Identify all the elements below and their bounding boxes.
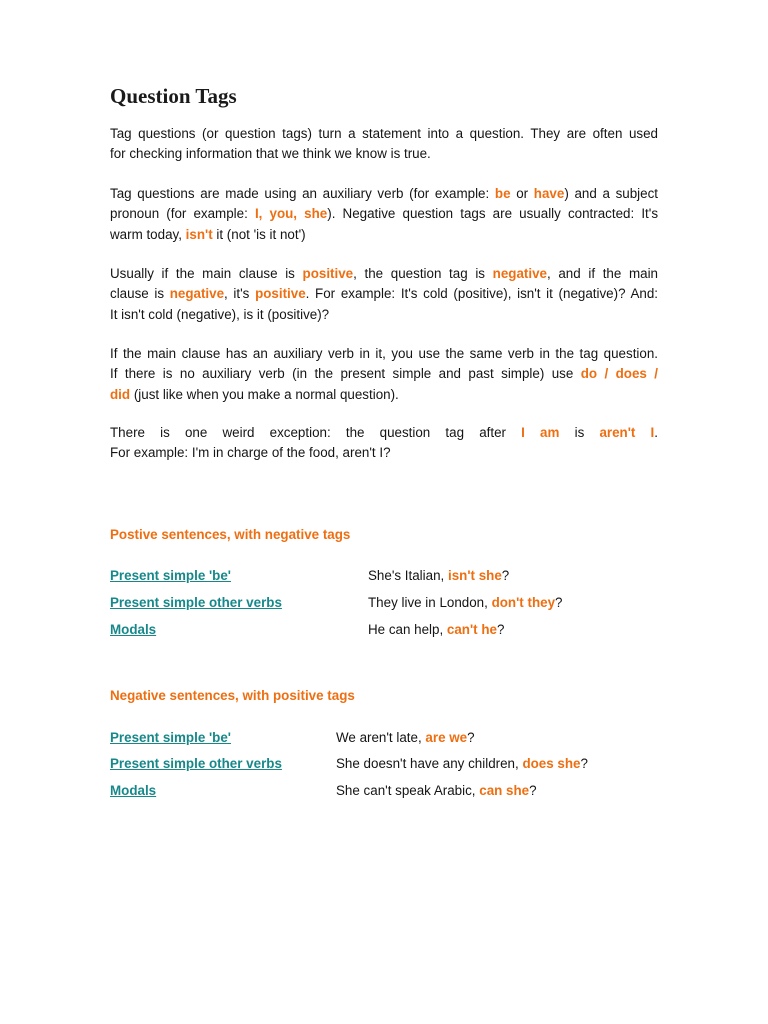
text-line bbox=[110, 284, 658, 304]
text-line: for checking information that we think we know is true. bbox=[110, 146, 431, 162]
text-span: . bbox=[654, 425, 658, 440]
link-modals[interactable]: Modals bbox=[110, 622, 157, 637]
link-present-simple-other-verbs[interactable]: Present simple other verbs bbox=[110, 756, 282, 771]
text-span: If there is no auxiliary verb (in the present simple and past simple) use bbox=[110, 366, 581, 382]
question-tag: can she bbox=[479, 783, 530, 798]
paragraph-positive-negative bbox=[110, 264, 658, 325]
text-span: warm today, bbox=[110, 226, 186, 242]
text-span: or bbox=[510, 186, 534, 201]
link-present-simple-be[interactable]: Present simple 'be' bbox=[110, 730, 231, 745]
text-span: , it's bbox=[224, 286, 256, 302]
highlight-term: positive bbox=[302, 266, 354, 281]
example-row bbox=[110, 781, 658, 801]
text-span: , the question tag is bbox=[353, 266, 493, 281]
text-span: pronoun (for example: bbox=[110, 206, 255, 222]
highlight-term: do / does / bbox=[580, 366, 658, 382]
section-heading-negative: Negative sentences, with positive tags bbox=[110, 688, 355, 703]
section-heading-positive: Postive sentences, with negative tags bbox=[110, 527, 351, 542]
example-sentence bbox=[368, 566, 509, 586]
text-span: They live in London, bbox=[368, 595, 492, 610]
text-line: Tag questions (or question tags) turn a statement into a question. They are often used bbox=[110, 126, 658, 141]
text-span: ? bbox=[580, 756, 588, 771]
highlight-term: negative bbox=[492, 266, 547, 281]
text-span: She's Italian, bbox=[368, 568, 448, 583]
text-span: Tag questions are made using an auxiliary verb (for example: bbox=[110, 186, 495, 201]
text-span: (just like when you make a normal question). bbox=[130, 386, 399, 402]
example-sentence bbox=[368, 593, 562, 613]
question-tag: are we bbox=[425, 730, 468, 745]
paragraph-auxiliary-verb bbox=[110, 344, 658, 405]
text-span: ? bbox=[496, 622, 505, 637]
link-present-simple-other-verbs[interactable]: Present simple other verbs bbox=[110, 595, 282, 610]
highlight-term: have bbox=[533, 186, 565, 201]
paragraph-auxiliary bbox=[110, 184, 658, 245]
question-tag: isn't she bbox=[447, 568, 502, 583]
highlight-term: isn't bbox=[185, 226, 213, 242]
highlight-term: be bbox=[494, 186, 511, 201]
text-span: ). Negative question tags are usually contracted: It's bbox=[327, 206, 659, 222]
page-title: Question Tags bbox=[110, 84, 237, 108]
text-span: ? bbox=[467, 730, 475, 745]
highlight-term: positive bbox=[255, 286, 306, 302]
example-row bbox=[110, 754, 658, 774]
paragraph-exception bbox=[110, 423, 658, 464]
text-span: Usually if the main clause is bbox=[110, 266, 303, 281]
text-span: ) and a subject bbox=[564, 186, 658, 201]
text-line: For example: I'm in charge of the food, aren't I? bbox=[110, 445, 391, 461]
text-line: If the main clause has an auxiliary verb in it, you use the same verb in the tag question. bbox=[110, 346, 658, 361]
text-span: He can help, bbox=[368, 622, 447, 637]
highlight-term: I am bbox=[521, 425, 560, 440]
example-sentence bbox=[336, 781, 537, 801]
text-line bbox=[110, 423, 658, 443]
text-line bbox=[110, 264, 658, 284]
text-span: clause is bbox=[110, 286, 170, 302]
example-sentence bbox=[336, 728, 475, 748]
text-span: ? bbox=[529, 783, 537, 798]
example-row bbox=[110, 593, 658, 613]
text-span: She can't speak Arabic, bbox=[336, 783, 480, 798]
link-modals[interactable]: Modals bbox=[110, 783, 157, 798]
paragraph-intro bbox=[110, 124, 658, 165]
text-span: ? bbox=[501, 568, 510, 583]
example-sentence bbox=[368, 620, 504, 640]
example-row bbox=[110, 620, 658, 640]
text-line bbox=[110, 225, 658, 245]
text-line: It isn't cold (negative), is it (positive)? bbox=[110, 306, 330, 322]
text-line bbox=[110, 385, 658, 405]
text-span: We aren't late, bbox=[336, 730, 426, 745]
question-tag: don't they bbox=[491, 595, 556, 610]
text-span: , and if the main bbox=[546, 266, 658, 281]
highlight-term: aren't I bbox=[599, 425, 655, 440]
text-span: is bbox=[574, 425, 585, 440]
question-tag: does she bbox=[522, 756, 581, 771]
text-span: . For example: It's cold (positive), isn't it (negative)? And: bbox=[305, 286, 659, 302]
link-present-simple-be[interactable]: Present simple 'be' bbox=[110, 568, 231, 583]
example-row bbox=[110, 728, 658, 748]
highlight-term: negative bbox=[169, 286, 225, 302]
text-span: it (not 'is it not') bbox=[212, 226, 306, 242]
text-span: ? bbox=[555, 595, 563, 610]
example-row bbox=[110, 566, 658, 586]
question-tag: can't he bbox=[446, 622, 497, 637]
highlight-term: did bbox=[110, 386, 131, 402]
text-span: There is one weird exception: the question tag after bbox=[110, 425, 506, 440]
highlight-term: I, you, she bbox=[254, 206, 328, 222]
text-line bbox=[110, 204, 658, 224]
text-line bbox=[110, 364, 658, 384]
example-sentence bbox=[336, 754, 588, 774]
text-span: She doesn't have any children, bbox=[336, 756, 523, 771]
text-line bbox=[110, 184, 658, 204]
